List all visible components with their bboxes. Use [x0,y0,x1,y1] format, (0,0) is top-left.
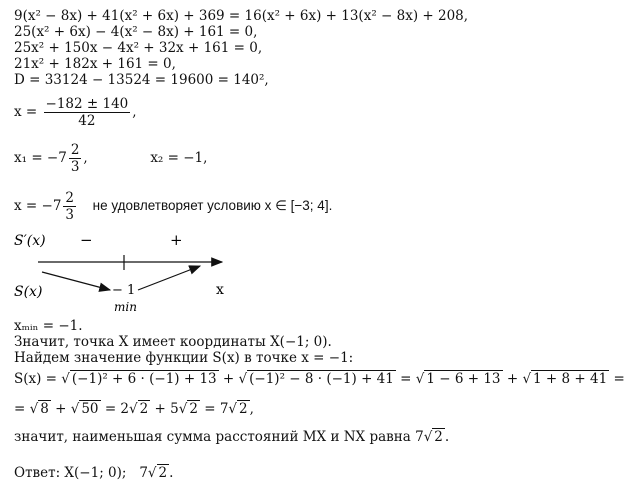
min-label: min [114,300,137,314]
conclusion-sqrt: √ 2 [423,429,443,445]
root-x2: x₂ = −1, [150,150,208,166]
equation-line-4: 21x² + 182x + 161 = 0, [14,56,176,72]
sqrt-2a: √ 2 [129,401,149,417]
increasing-arrow [138,266,200,290]
s-left: S(x) = [14,371,57,387]
root-x1-numerator: 2 [70,142,80,158]
sqrt-8: √ 8 [29,401,49,417]
equation-line-1: 9(x² − 8x) + 41(x² + 6x) + 369 = 16(x² + 6x) + 13(x² − 8x) + 208, [14,8,469,24]
function-label: S(x) [14,284,43,300]
check-text: не удовлетворяет условию x ∈ [−3; 4]. [92,198,333,213]
s-plus-1: + [222,371,235,387]
equation-line-3: 25x² + 150x − 4x² + 32x + 161 = 0, [14,40,263,56]
answer-end: . [169,465,174,481]
sum-eq-2: = 2 [104,401,130,417]
root-x1-suffix: , [83,150,88,166]
sqrt-4: √ 1 + 8 + 41 [522,371,608,387]
s-value-equation [14,370,625,387]
answer-sqrt: √ 2 [147,465,168,481]
quadratic-numerator: −182 ± 140 [45,96,129,112]
quadratic-suffix: , [132,104,137,120]
sum-eq: = [14,401,26,417]
sqrt-3: √ 1 − 6 + 13 [415,371,501,387]
check-denominator: 3 [65,207,75,223]
critical-point-label: − 1 [112,283,136,298]
sum-eq-3: = 7 [204,401,229,417]
plus-sign: + [170,231,183,249]
decreasing-arrow [42,272,110,290]
s-eq-1: = [400,371,412,387]
root-x1-denominator: 3 [70,159,80,175]
sum-simplification [14,400,254,417]
check-numerator: 2 [65,190,75,206]
conclusion-end: . [444,429,450,445]
sum-end: , [249,401,254,417]
equation-line-2: 25(x² + 6x) − 4(x² − 8x) + 161 = 0, [14,24,258,40]
sqrt-2c: √ 2 [228,401,248,417]
conclusion-text: значит, наименьшая сумма расстояний MX и NX равна 7 [14,429,424,445]
xmin-line: xₘᵢₙ = −1. [14,318,83,334]
sqrt-2b: √ 2 [178,401,198,417]
quadratic-prefix: x = [14,104,38,120]
sum-plus-1: + [55,401,67,417]
sqrt-1: √ (−1)² + 6 · (−1) + 13 [61,371,217,387]
answer-text: Ответ: X(−1; 0); 7 [14,465,148,481]
discriminant-line: D = 33124 − 13524 = 19600 = 140², [14,72,269,88]
sqrt-2: √ (−1)² − 8 · (−1) + 41 [238,371,394,387]
sqrt-50: √ 50 [70,401,99,417]
quadratic-denominator: 42 [78,113,96,129]
s-plus-2: + [506,371,519,387]
coordinates-line: Значит, точка X имеет координаты X(−1; 0). [14,334,332,350]
answer-line [14,464,173,481]
s-eq-2: = [613,371,625,387]
sum-plus-2: + 5 [154,401,179,417]
root-x1-prefix: x₁ = −7 [14,150,67,166]
derivative-label: S′(x) [14,233,46,249]
check-prefix: x = −7 [14,198,62,214]
minus-sign: − [80,231,93,249]
conclusion-line [14,428,449,445]
axis-label: x [216,282,224,298]
find-value-line: Найдем значение функции S(x) в точке x = −1: [14,350,354,366]
